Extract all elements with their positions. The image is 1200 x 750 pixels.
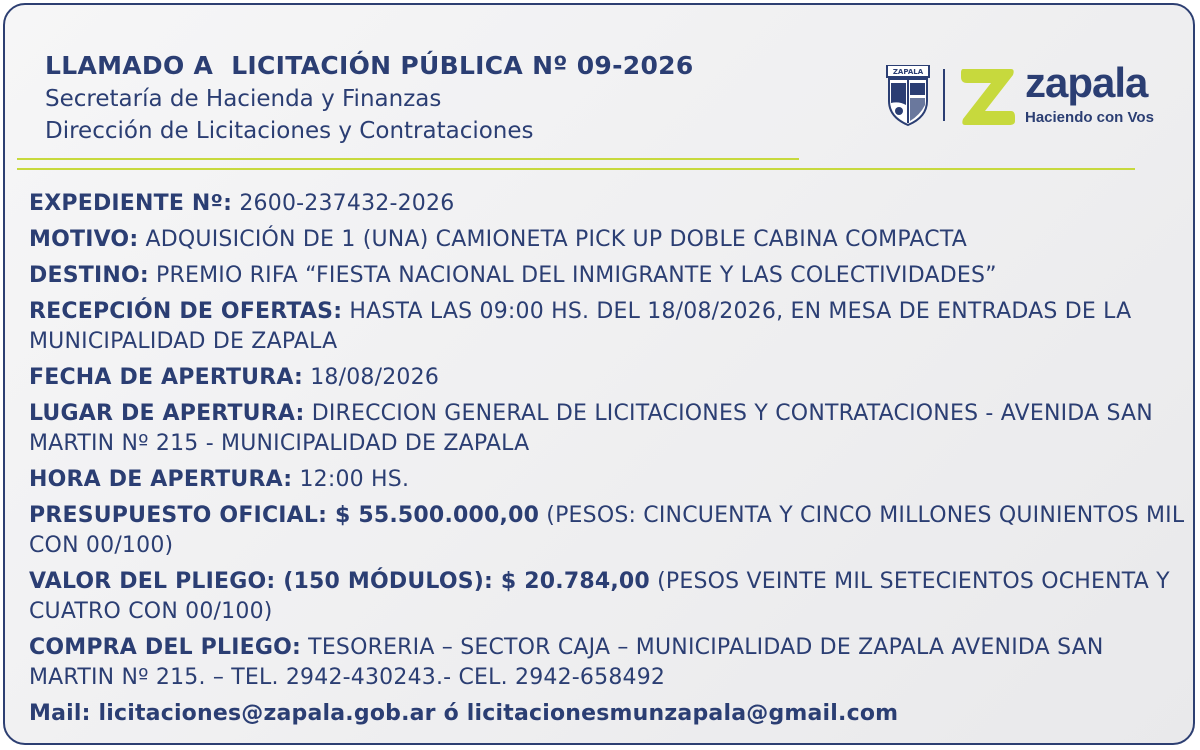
- lugar-value: DIRECCION GENERAL DE LICITACIONES Y CONTRATACIONES - AVENIDA SAN MARTIN Nº 215 - MUNICIPALIDAD DE ZAPALA: [29, 401, 1153, 456]
- motivo-row: [29, 225, 1189, 255]
- hora-label: HORA DE APERTURA:: [29, 467, 293, 492]
- motivo-label: MOTIVO:: [29, 227, 139, 252]
- destino-label: DESTINO:: [29, 263, 149, 288]
- logo-area: [885, 59, 1175, 135]
- pliego-row: [29, 567, 1189, 627]
- fecha-value: 18/08/2026: [303, 365, 440, 390]
- direction-name: Dirección de Licitaciones y Contrataciones: [45, 118, 534, 144]
- recepcion-value: HASTA LAS 09:00 HS. DEL 18/08/2026, EN MESA DE ENTRADAS DE LA MUNICIPALIDAD DE ZAPALA: [29, 299, 1132, 354]
- z-brand-icon: [959, 67, 1017, 127]
- brand-name: zapala: [1025, 59, 1148, 106]
- compra-row: [29, 633, 1189, 693]
- presupuesto-row: [29, 501, 1189, 561]
- pliego-label: VALOR DEL PLIEGO: (150 MÓDULOS): $ 20.784,00: [29, 569, 650, 594]
- destino-value: PREMIO RIFA “FIESTA NACIONAL DEL INMIGRANTE Y LAS COLECTIVIDADES”: [148, 263, 997, 288]
- lugar-row: [29, 399, 1189, 459]
- pliego-value: (PESOS VEINTE MIL SETECIENTOS OCHENTA Y CUATRO CON 00/100): [29, 569, 1170, 624]
- divider-line-long: [17, 168, 1135, 170]
- zapala-shield-icon: [885, 65, 931, 127]
- mail-contact: Mail: licitaciones@zapala.gob.ar ó licitacionesmunzapala@gmail.com: [29, 701, 899, 726]
- expediente-row: [29, 189, 1189, 219]
- destino-row: [29, 261, 1189, 291]
- hora-row: [29, 465, 1189, 495]
- recepcion-label: RECEPCIÓN DE OFERTAS:: [29, 299, 343, 324]
- notice-details: [29, 189, 1189, 735]
- expediente-value: 2600-237432-2026: [232, 191, 455, 216]
- logo-divider: [943, 69, 945, 121]
- brand-slogan: Haciendo con Vos: [1025, 109, 1154, 126]
- department-name: Secretaría de Hacienda y Finanzas: [45, 86, 442, 112]
- fecha-label: FECHA DE APERTURA:: [29, 365, 304, 390]
- divider-line-short: [17, 158, 799, 160]
- notice-card: [3, 3, 1195, 745]
- compra-value: TESORERIA – SECTOR CAJA – MUNICIPALIDAD DE ZAPALA AVENIDA SAN MARTIN Nº 215. – TEL. 2942-430243.- CEL. 2942-658492: [29, 635, 1104, 690]
- shield-label: ZAPALA: [892, 68, 924, 76]
- hora-value: 12:00 HS.: [292, 467, 410, 492]
- header: [45, 49, 694, 147]
- motivo-value: ADQUISICIÓN DE 1 (UNA) CAMIONETA PICK UP DOBLE CABINA COMPACTA: [138, 227, 968, 252]
- presupuesto-label: PRESUPUESTO OFICIAL: $ 55.500.000,00: [29, 503, 540, 528]
- compra-label: COMPRA DEL PLIEGO:: [29, 635, 301, 660]
- recepcion-row: [29, 297, 1189, 357]
- expediente-label: EXPEDIENTE Nº:: [29, 191, 233, 216]
- fecha-row: [29, 363, 1189, 393]
- notice-title: LLAMADO A LICITACIÓN PÚBLICA Nº 09-2026: [45, 51, 694, 80]
- presupuesto-value: (PESOS: CINCUENTA Y CINCO MILLONES QUINIENTOS MIL CON 00/100): [29, 503, 1185, 558]
- lugar-label: LUGAR DE APERTURA:: [29, 401, 305, 426]
